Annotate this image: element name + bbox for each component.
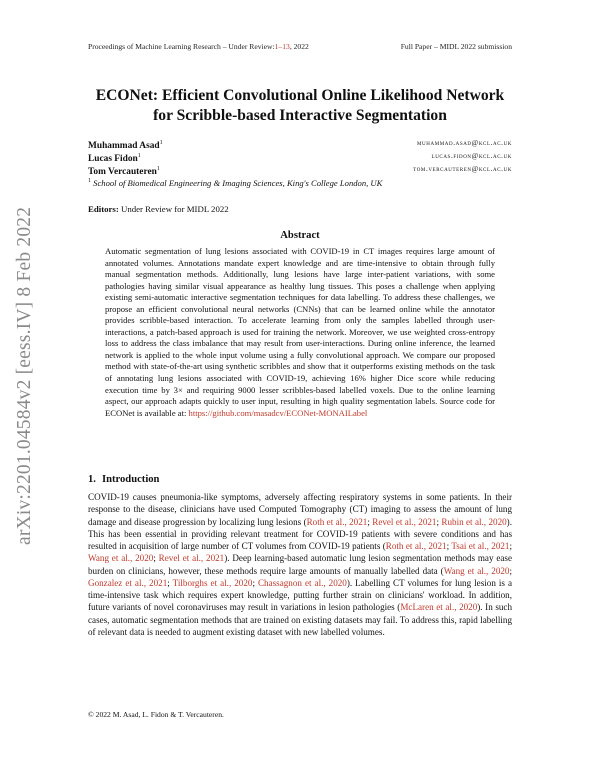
author-name-text: Lucas Fidon	[88, 154, 138, 165]
editors-label: Editors:	[88, 204, 119, 214]
header-pages-link[interactable]: 1–13	[274, 42, 290, 51]
affiliation-text: School of Biomedical Engineering & Imaging Sciences, King's College London, UK	[93, 178, 383, 188]
intro-text: ). In such cases, automatic segmentation methods that are trained on existing datasets may fail. To address this, rapid labelling of relevant data is needed to augment existing dataset with new labelled volumes.	[88, 602, 512, 637]
running-header-right: Full Paper – MIDL 2022 submission	[400, 42, 512, 51]
title-line-2: for Scribble-based Interactive Segmentation	[153, 107, 447, 124]
paper-title	[60, 86, 540, 126]
intro-text: ;	[252, 577, 258, 588]
intro-text: ;	[153, 553, 159, 564]
section-heading	[88, 474, 165, 485]
citation-link[interactable]: McLaren et al., 2020	[400, 602, 478, 613]
author-affil-mark: 1	[137, 153, 141, 159]
author-name	[88, 163, 160, 176]
author-affil-mark: 1	[156, 166, 160, 172]
author-name-text: Muhammad Asad	[88, 141, 160, 152]
citation-link[interactable]: Tilborghs et al., 2020	[172, 577, 253, 588]
author-row	[88, 163, 512, 176]
source-code-link[interactable]: https://github.com/masadcv/ECONet-MONAILabel	[188, 407, 368, 418]
author-name	[88, 137, 163, 150]
intro-text: ;	[167, 577, 173, 588]
author-row	[88, 137, 512, 150]
citation-link[interactable]: Rubin et al., 2020	[441, 516, 507, 527]
author-name-text: Tom Vercauteren	[88, 167, 157, 178]
title-line-1: ECONet: Efficient Convolutional Online Likelihood Network	[95, 87, 505, 104]
author-row	[88, 150, 512, 163]
abstract-body	[105, 246, 495, 419]
intro-text: ;	[446, 541, 452, 551]
intro-text: ). Deep learning-based automatic lung lesion segmentation methods may ease burden on clinicians, however, these methods require large amounts of manually labelled data (	[88, 553, 512, 576]
abstract-text: Automatic segmentation of lung lesions associated with COVID-19 in CT images requires large amount of annotated volumes. Annotations mandate expert knowledge and are time-intensive to obtain through fully manual segmentation methods. Additionally, lung lesions have large inter-patient variations, with some pathologies having similar visual appearance as healthy lung tissues. This poses a challenge when applying existing semi-automatic interactive segmentation techniques for data labelling. To address these challenges, we propose an efficient convolutional neural networks (CNNs) that can be learned online while the annotator provides scribble-based interaction. To accelerate learning from only the samples labelled through user-interactions, a patch-based approach is used for training the network. Moreover, we use weighted cross-entropy loss to address the class imbalance that may result from user-interactions. During online inference, the learned network is applied to the whole input volume using a fully convolutional approach. We compare our proposed method with state-of-the-art using synthetic scribbles and show that it outperforms existing methods on the task of annotating lung lesions associated with COVID-19, achieving 16% higher Dice score while reducing execution time by 3× and requiring 9000 lesser scribbles-based labelled voxels. Due to the online learning aspect, our approach adapts quickly to user input, resulting in high quality segmentation labels. Source code for ECONet is available at:	[105, 246, 495, 418]
copyright-footer: © 2022 M. Asad, L. Fidon & T. Vercauteren.	[88, 710, 224, 719]
section-title: Introduction	[101, 474, 160, 485]
author-name	[88, 150, 141, 163]
header-left-prefix: Proceedings of Machine Learning Research – Under Review:	[88, 42, 275, 51]
affiliation-mark: 1	[88, 178, 91, 185]
intro-text: ;	[509, 541, 512, 551]
intro-text: COVID-19 causes pneumonia-like symptoms, adversely affecting respiratory systems in some patients. In their response to the disease, clinicians have used Computed Tomography (CT) imaging to assess the amount of lung damage and disease progression by localizing lung lesions (	[88, 492, 512, 527]
running-header-left	[88, 42, 309, 51]
arxiv-stamp: arXiv:2201.04584v2 [eess.IV] 8 Feb 2022	[14, 206, 35, 545]
citation-link[interactable]: Revel et al., 2021	[372, 516, 437, 527]
introduction-paragraph	[88, 491, 512, 638]
intro-text: ;	[367, 516, 373, 527]
editors-text: Under Review for MIDL 2022	[121, 204, 229, 214]
author-affil-mark: 1	[159, 140, 163, 146]
abstract-heading: Abstract	[280, 230, 320, 241]
author-email[interactable]: muhammad.asad@kcl.ac.uk	[417, 139, 512, 147]
intro-text: ;	[436, 516, 442, 527]
header-left-year: , 2022	[289, 42, 309, 51]
author-block	[88, 137, 512, 188]
editors-line	[88, 204, 229, 214]
citation-link[interactable]: Wang et al., 2020	[443, 565, 510, 576]
author-email[interactable]: tom.vercauteren@kcl.ac.uk	[413, 165, 512, 173]
affiliation	[88, 178, 512, 188]
intro-text: ). This has been essential in providing relevant treatment for COVID-19 patients with severe conditions and has resulted in acquisition of large number of CT volumes from COVID-19 patients (	[88, 516, 512, 551]
section-number: 1.	[88, 474, 96, 485]
citation-link[interactable]: Gonzalez et al., 2021	[88, 577, 168, 588]
citation-link[interactable]: Wang et al., 2020	[88, 553, 154, 564]
intro-text: ). Labelling CT volumes for lung lesion is a time-intensive task which requires expert knowledge, putting further strain on clinicians' workload. In addition, future variants of novel coronaviruses may result in variations in lesion pathologies (	[88, 577, 513, 613]
citation-link[interactable]: Tsai et al., 2021	[451, 541, 510, 551]
citation-link[interactable]: Revel et al., 2021	[158, 553, 225, 564]
citation-link[interactable]: Chassagnon et al., 2020	[257, 577, 347, 588]
author-email[interactable]: lucas.fidon@kcl.ac.uk	[431, 152, 512, 160]
intro-text: ;	[509, 565, 512, 576]
citation-link[interactable]: Roth et al., 2021	[385, 541, 447, 551]
citation-link[interactable]: Roth et al., 2021	[306, 516, 368, 527]
